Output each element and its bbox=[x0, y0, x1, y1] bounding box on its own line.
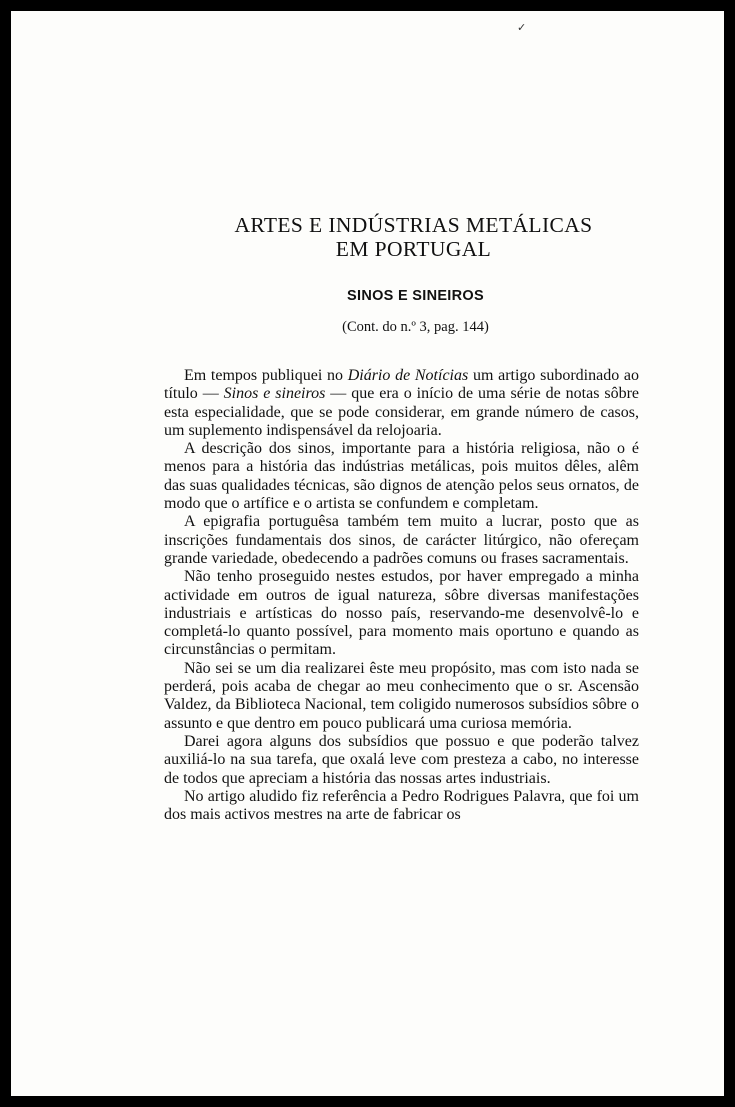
continuation-text: (Cont. do n.º 3, pag. 144) bbox=[342, 319, 489, 335]
page-title bbox=[11, 213, 724, 261]
paragraph-7: No artigo aludido fiz referência a Pedro Rodrigues Palavra, que foi um dos mais activos mestres na arte de fabricar os bbox=[164, 787, 639, 824]
paragraph-5: Não sei se um dia realizarei êste meu propósito, mas com isto nada se perderá, pois acaba de chegar ao meu conhecimento que o sr. Ascensão Valdez, da Biblioteca Nacional, tem coligido numerosos subsídios sôbre o assunto e que dentro em pouco publicará uma curiosa memória. bbox=[164, 659, 639, 732]
article-title: Sinos e sineiros bbox=[223, 385, 326, 403]
title-line-2: EM PORTUGAL bbox=[335, 237, 492, 261]
paragraph-4: Não tenho proseguido nestes estudos, por haver empregado a minha actividade em outros de igual natureza, sôbre diversas manifestações industriais e artísticas do nosso país, reservando-me desenvolvê-lo e completá-lo quanto possível, para momento mais oportuno e quando as circunstâncias o permitam. bbox=[164, 568, 639, 659]
pencil-mark-icon: ✓ bbox=[517, 22, 527, 34]
title-line-1: ARTES E INDÚSTRIAS METÁLICAS bbox=[234, 213, 593, 237]
journal-name: Diário de Notícias bbox=[347, 367, 469, 384]
p1-text-c: — que era o início de uma série de notas sôbre esta especialidade, que se pode considerar, em grande número de casos, um suplemento indispensável da relojoaria. bbox=[164, 385, 640, 439]
paragraph-6: Darei agora alguns dos subsídios que possuo e que poderão talvez auxiliá-lo na sua tarefa, que oxalá leve com presteza a cabo, no interesse de todos que apreciam a história das nossas artes industriais. bbox=[164, 732, 639, 787]
article-body bbox=[164, 367, 639, 824]
p1-text-b: um artigo subordinado ao título — bbox=[164, 367, 640, 403]
document-page bbox=[11, 11, 724, 1096]
paragraph-2: A descrição dos sinos, importante para a história religiosa, não o é menos para a história das indústrias metálicas, pois muitos dêles, alêm das suas qualidades técnicas, são dignos de atenção pelos seus ornatos, de modo que o artífice e o artista se confundem e completam. bbox=[164, 440, 639, 513]
continuation-note bbox=[11, 319, 724, 336]
p1-text-a: Em tempos publiquei no bbox=[184, 367, 348, 384]
section-subtitle bbox=[11, 288, 724, 304]
paragraph-1 bbox=[164, 367, 639, 440]
paragraph-3: A epigrafia portuguêsa também tem muito a lucrar, posto que as inscrições fundamentais dos sinos, de carácter litúrgico, não ofereçam grande variedade, obedecendo a padrões comuns ou frases sacramentais. bbox=[164, 513, 639, 567]
subtitle-text: SINOS E SINEIROS bbox=[347, 288, 484, 304]
